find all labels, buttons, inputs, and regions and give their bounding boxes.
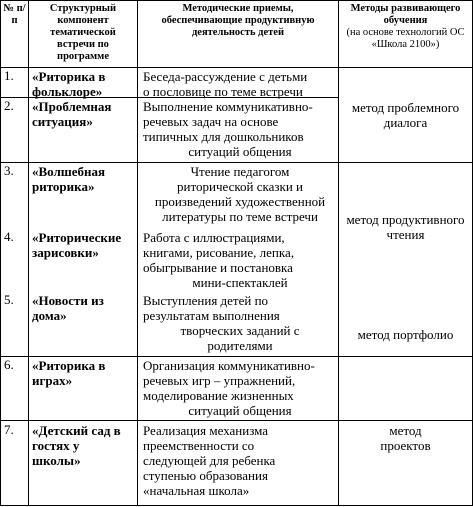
- component-line: зарисовки»: [32, 245, 99, 260]
- technique-line: «начальная школа»: [143, 483, 250, 498]
- row-divider: [0, 420, 473, 421]
- header-component-line: компонент: [57, 15, 109, 26]
- header-methods: [340, 3, 471, 51]
- method-line: проектов: [380, 438, 431, 453]
- header-component-line: тематической: [50, 27, 116, 38]
- table-border-left: [0, 0, 1, 506]
- header-num-text: № п/п: [3, 3, 26, 26]
- row-component: [32, 164, 105, 194]
- technique-line: речевых задач на основе: [143, 114, 279, 129]
- method-problem-dialog: [339, 100, 472, 130]
- header-techniques-line: обеспечивающие продуктивную: [161, 15, 315, 26]
- header-methods-sub: (на основе технологий ОС: [346, 27, 465, 38]
- row-technique: [143, 423, 337, 498]
- component-line: «Детский сад в: [32, 423, 121, 438]
- technique-line: обыгрывание и постановка: [143, 260, 293, 275]
- technique-line: Выполнение коммуникативно-: [143, 99, 313, 114]
- header-techniques: [139, 3, 337, 39]
- technique-line: произведений художественной: [154, 194, 326, 209]
- technique-line: Реализация механизма: [143, 423, 269, 438]
- row-number: 4.: [4, 229, 14, 244]
- row-technique: [143, 164, 337, 224]
- row-technique: [143, 358, 337, 418]
- technique-line: Чтение педагогом: [190, 164, 290, 179]
- row-technique: [143, 293, 337, 353]
- component-line: риторика»: [32, 179, 95, 194]
- method-line: чтения: [386, 227, 425, 242]
- method-line: диалога: [383, 115, 428, 130]
- technique-line: Выступления детей по: [143, 293, 269, 308]
- component-line: «Проблемная: [32, 99, 112, 114]
- row-component: [32, 230, 121, 260]
- header-methods-line: Методы развивающего: [350, 3, 461, 14]
- row-number: 5.: [4, 292, 14, 307]
- technique-line: ситуаций общения: [188, 144, 292, 159]
- header-component-line: встречи по: [57, 39, 109, 50]
- row-number: 1.: [4, 68, 14, 83]
- method-line: метод проблемного: [351, 100, 460, 115]
- table-border-top: [0, 0, 473, 1]
- header-techniques-line: деятельность детей: [191, 27, 285, 38]
- col-divider: [28, 0, 29, 506]
- component-line: «Риторика в: [32, 358, 106, 373]
- row-technique: [143, 230, 337, 290]
- method-line: метод продуктивного: [346, 212, 465, 227]
- row-technique: [143, 69, 307, 99]
- header-component: [30, 3, 136, 63]
- component-line: «Риторика в: [32, 69, 106, 84]
- method-line: метод портфолио: [357, 327, 454, 342]
- component-line: «Новости из: [32, 293, 104, 308]
- technique-line: риторической сказки и: [177, 179, 303, 194]
- row-number: 3.: [4, 163, 14, 178]
- row-divider: [0, 162, 473, 163]
- technique-line: книгами, рисование, лепка,: [143, 245, 295, 260]
- header-component-line: программе: [57, 51, 109, 62]
- technique-line: Беседа-рассуждение с детьми: [143, 69, 308, 84]
- component-line: «Волшебная: [32, 164, 106, 179]
- technique-line: результатам выполнения: [143, 308, 280, 323]
- component-line: «Риторические: [32, 230, 122, 245]
- method-productive-reading: [339, 212, 472, 242]
- row-number: 2.: [4, 98, 14, 113]
- component-line: школы»: [32, 453, 81, 468]
- component-line: дома»: [32, 308, 67, 323]
- technique-line: ситуаций общения: [188, 403, 292, 418]
- table-border-bottom: [0, 505, 473, 506]
- component-line: ситуация»: [32, 114, 93, 129]
- method-projects: [339, 423, 472, 453]
- col-divider: [137, 0, 138, 506]
- technique-line: творческих заданий с: [180, 323, 300, 338]
- header-methods-line: обучения: [383, 15, 428, 26]
- technique-line: Организация коммуникативно-: [143, 358, 315, 373]
- row-component: [32, 293, 104, 323]
- component-line: фольклоре»: [32, 84, 103, 99]
- header-component-line: Структурный: [49, 3, 117, 14]
- technique-line: о пословице по теме встречи: [143, 84, 303, 99]
- technique-line: родителями: [207, 338, 273, 353]
- row-component: [32, 423, 121, 468]
- row-divider: [0, 67, 473, 68]
- technique-line: преемственности со: [143, 438, 255, 453]
- row-number: 7.: [4, 422, 14, 437]
- technique-line: литературы по теме встречи: [162, 209, 318, 224]
- technique-line: следующей для ребенка: [143, 453, 276, 468]
- method-portfolio: [339, 327, 472, 342]
- method-line: метод: [389, 423, 422, 438]
- technique-line: мини-спектаклей: [192, 275, 288, 290]
- row-component: [32, 69, 105, 99]
- technique-line: моделирование жизненных: [143, 388, 294, 403]
- technique-line: Работа с иллюстрациями,: [143, 230, 285, 245]
- row-component: [32, 99, 111, 129]
- row-component: [32, 358, 105, 388]
- row-divider: [0, 356, 473, 357]
- technique-line: речевых игр – упражнений,: [143, 373, 296, 388]
- header-techniques-line: Методические приемы,: [182, 3, 294, 14]
- row-number: 6.: [4, 357, 14, 372]
- header-methods-sub: «Школа 2100»): [371, 39, 440, 50]
- component-line: играх»: [32, 373, 73, 388]
- technique-line: типичных для дошкольников: [143, 129, 304, 144]
- row-technique: [143, 99, 337, 159]
- component-line: гостях у: [32, 438, 80, 453]
- technique-line: ступенью образования: [143, 468, 268, 483]
- header-num: [2, 3, 27, 27]
